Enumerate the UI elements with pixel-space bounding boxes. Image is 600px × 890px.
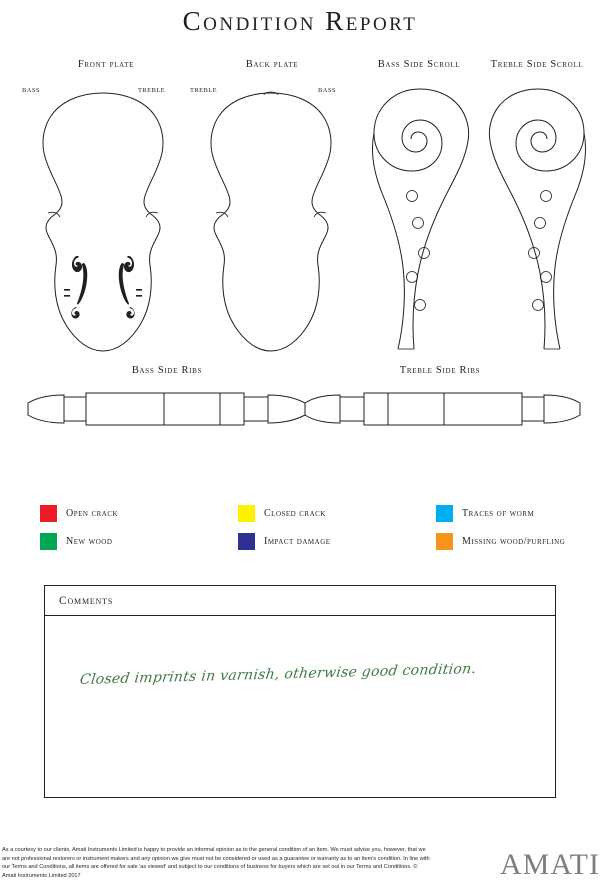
legend-label-traces-of-worm: Traces of worm	[462, 508, 535, 519]
diagram-label-treble-side-scroll: Treble Side Scroll	[490, 59, 584, 70]
legend-row	[40, 533, 580, 550]
brand-logo: AMATI	[500, 848, 600, 881]
diagram-label-bass-side-scroll: Bass Side Scroll	[377, 59, 461, 70]
front-plate-treble-tag: TREBLE	[138, 87, 165, 94]
legend-label-closed-crack: Closed crack	[264, 508, 326, 519]
comments-box	[44, 585, 556, 798]
footer-disclaimer: As a courtesy to our clients, Amati Instruments Limited is happy to provide an informal opinion as to the general condition of an item. We must advise you, however, that we are not professional restorers or instrument makers and any opinion we give must not be considered or used as a guarantee or warranty as to an item's condition. In line with our Terms and Conditions, all items are offered for sale 'as viewed' and subject to our conditions of business for buyers which are set out in our Terms and Conditions. © Amati Instruments Limited 2017	[2, 847, 430, 879]
rib-label-bass-side-ribs: Bass Side Ribs	[131, 365, 203, 376]
page-title: Condition Report	[182, 6, 418, 36]
legend-label-impact-damage: Impact damage	[264, 536, 331, 547]
diagram-row	[0, 59, 600, 359]
back-plate-bass-tag: BASS	[318, 87, 336, 94]
legend-label-missing-wood-purfling: Missing wood/purfling	[462, 536, 566, 547]
legend-item-new-wood	[40, 533, 238, 550]
comments-handwritten-note: Closed imprints in varnish, otherwise good condition.	[78, 660, 478, 689]
legend	[40, 505, 580, 561]
legend-swatch-open-crack	[40, 505, 57, 522]
front-plate-bass-tag: BASS	[22, 87, 40, 94]
back-plate-treble-tag: TREBLE	[190, 87, 217, 94]
front-plate-outline	[18, 89, 188, 357]
legend-row	[40, 505, 580, 522]
rib-label-treble-side-ribs: Treble Side Ribs	[399, 365, 481, 376]
legend-swatch-closed-crack	[238, 505, 255, 522]
legend-item-closed-crack	[238, 505, 436, 522]
treble-side-ribs-outline	[300, 387, 584, 431]
bass-side-ribs-outline	[24, 387, 310, 431]
back-plate-outline	[186, 89, 356, 357]
legend-item-open-crack	[40, 505, 238, 522]
diagram-label-front-plate: Front plate	[77, 59, 135, 70]
legend-swatch-impact-damage	[238, 533, 255, 550]
legend-swatch-traces-of-worm	[436, 505, 453, 522]
legend-item-traces-of-worm	[436, 505, 534, 522]
legend-item-missing-wood-purfling	[436, 533, 565, 550]
comments-body[interactable]	[45, 616, 555, 798]
legend-swatch-missing-wood-purfling	[436, 533, 453, 550]
ribs-row	[0, 365, 600, 435]
bass-side-scroll-outline	[360, 81, 478, 357]
comments-header: Comments	[45, 586, 555, 616]
legend-swatch-new-wood	[40, 533, 57, 550]
legend-label-open-crack: Open crack	[66, 508, 119, 519]
diagram-label-back-plate: Back plate	[245, 59, 299, 70]
legend-item-impact-damage	[238, 533, 436, 550]
treble-side-scroll-outline	[480, 81, 598, 357]
legend-label-new-wood: New wood	[66, 536, 113, 547]
